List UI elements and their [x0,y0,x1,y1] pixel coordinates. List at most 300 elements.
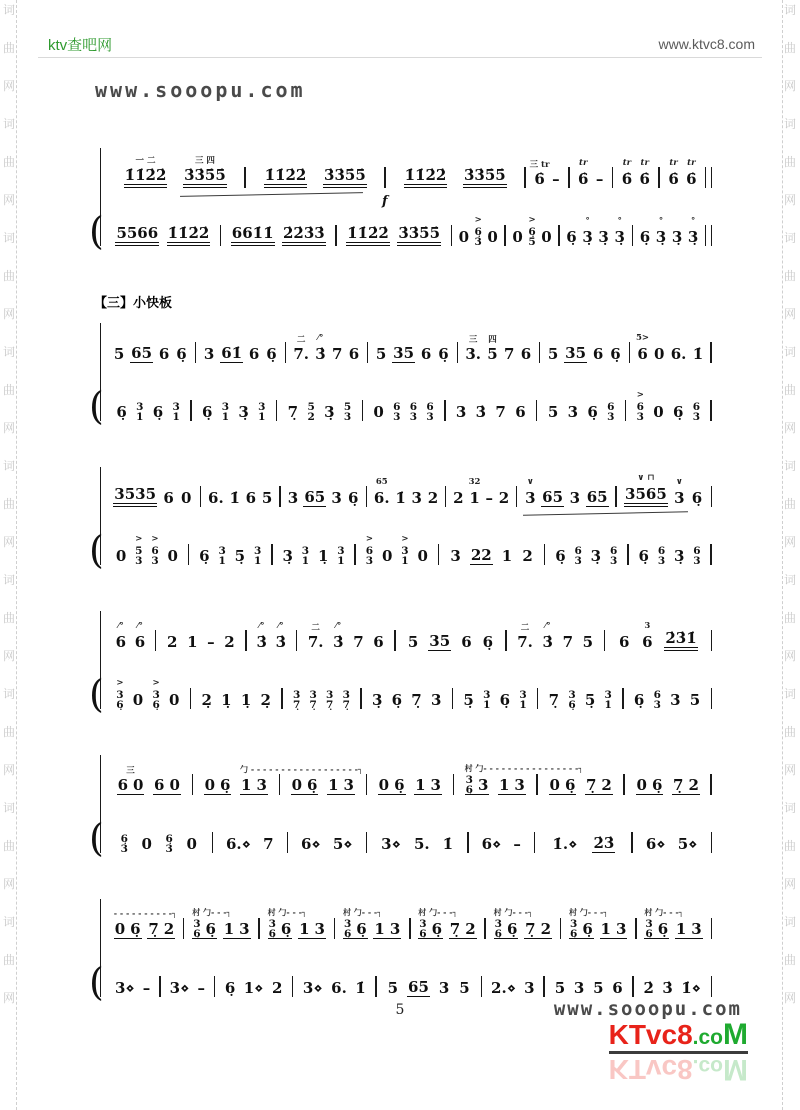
edge-char: 网 [2,307,15,321]
edge-char: 词 [783,573,796,587]
measure [605,621,710,651]
note: – [552,170,560,188]
measure [106,678,190,711]
edge-char: 曲 [783,383,796,397]
upper-stave [106,323,712,363]
ktvc8-logo[interactable] [609,1020,748,1084]
note: 22 [470,546,492,564]
measure [613,158,658,188]
note-group [267,907,307,940]
chord-stack: 3 1 [604,689,612,711]
note-group [449,920,477,939]
measure [458,335,538,363]
edge-char: 网 [783,649,796,663]
note: 7̣ [148,920,159,938]
note: 3̣ [282,547,293,565]
measure [363,402,444,421]
barline [705,167,712,188]
measure [630,333,710,363]
note: 1̇1̇2̇2̇ [167,224,210,242]
measure [633,216,705,246]
measure [535,834,631,853]
edge-char: 词 [783,3,796,17]
edge-char: 词 [2,801,15,815]
edge-char: 词 [2,687,15,701]
measure [283,690,360,709]
lower-stave [89,381,712,428]
note-group [332,621,344,651]
note: 1̇ [395,489,406,507]
chord-stack: 5 3 [135,545,143,567]
note-group [330,489,342,507]
chord-stack: 3 6̣ [465,774,473,796]
note: 0 [133,776,144,794]
note: 6̣ [657,920,669,938]
note-group [462,691,474,709]
edge-char: 曲 [783,269,796,283]
note-group [167,547,179,565]
note: 0 [549,776,560,794]
edge-char: 词 [2,459,15,473]
chord-stack: 3 1 [253,545,262,567]
measure [156,633,245,651]
note-group [586,403,598,421]
note: 5566 [116,224,159,242]
measure [106,908,183,939]
note: 1̇1̇2̇2̇ [124,166,167,184]
note-group [670,345,688,363]
note-group [430,691,442,709]
measure [625,776,711,795]
edge-char: 曲 [783,725,796,739]
music-system-4 [89,611,712,716]
note: 65 [586,488,608,506]
note: 6̇ [621,170,633,188]
note: 6 [642,633,653,651]
note: 35 [393,344,415,362]
note: 6̣ [224,979,236,997]
ornament-mark: 二 [311,623,320,633]
edge-char: 曲 [783,155,796,169]
note-group [248,345,260,363]
note-group [498,776,526,795]
note: 7. [517,633,533,651]
note-group [115,403,127,421]
stave-brace: ( [89,816,104,860]
barline [710,774,712,795]
note-group [564,344,587,363]
note: 3̣ [614,228,625,246]
upper-stave [106,755,712,795]
measure [106,621,155,651]
note: 7 [263,835,274,853]
note-group [475,403,487,421]
barline [711,976,713,997]
note: 6̣ [566,228,577,246]
note: 1 [675,920,687,938]
note-group [685,158,697,188]
note-group [642,979,654,997]
note: 6⋄ [645,835,666,853]
note: – [485,489,494,507]
note-group [565,228,577,246]
note: 7 [332,345,343,363]
note-group [460,633,472,651]
edge-char: 网 [2,421,15,435]
dynamic-mark: f [382,194,388,209]
note-group [152,403,164,421]
note-group [169,979,191,997]
measure [540,344,629,363]
note-group [569,907,609,940]
note: 3̇3̇5̇5̇ [324,166,366,184]
page-number: 5 [395,1002,405,1018]
watermark-top: www.sooopu.com [95,78,306,102]
note: 3 [615,920,627,938]
measure [624,690,711,709]
note-group [574,546,583,565]
edge-char: 网 [783,193,796,207]
note-group [493,907,533,940]
phrase-bracket: 村 勹- - -┐ [418,907,458,917]
note: 5̣ [234,547,246,565]
note-group [636,390,645,423]
chord-stack: 6 3 [365,545,374,567]
note-group [253,546,262,565]
note: 3̣ [582,228,593,246]
note-group [639,158,651,188]
note: 1⋄ [243,979,264,997]
edge-char: 曲 [2,839,15,853]
lower-stave [89,525,712,572]
note: 6 [115,633,127,651]
note-group [548,691,560,709]
note-group [613,216,625,246]
barline [711,688,713,709]
note-group [664,629,697,651]
measure [367,776,453,795]
note-group [167,224,211,246]
edge-char: 曲 [2,269,15,283]
note-group [584,691,596,709]
note: 7 [353,633,364,651]
note-group [298,920,326,939]
chord-stack: 3 7̣ [326,689,334,711]
note-group [342,907,383,940]
note: 0 [417,547,428,565]
note-group [309,690,318,709]
note-group [653,345,665,363]
note: 6 [245,489,257,507]
edge-char: 词 [2,573,15,587]
note: 65 [131,344,153,362]
lower-stave [89,206,712,253]
note-group [512,835,522,853]
note: 3 [256,776,267,794]
note-group [281,547,293,565]
stave-brace: ( [89,672,104,716]
note-group [124,156,168,188]
site-name-link[interactable]: ktv查吧网 [48,37,113,54]
note-group [373,477,391,507]
measure [297,621,394,651]
note-group [547,345,559,363]
note: 1̇ [229,489,240,507]
music-system-2 [89,323,712,428]
note-group [400,534,409,567]
note: 6 [158,345,170,363]
measure [189,546,271,565]
note-group [165,834,174,853]
note-group [671,228,683,246]
measure [626,390,710,423]
note: 5⋄ [332,835,353,853]
ornament-mark: > [401,534,409,544]
barline [711,630,713,651]
note: 1 [600,920,611,938]
note-group [392,344,415,363]
chord-stack: 3 6̣ [152,689,160,711]
note: 7 [495,403,506,421]
note: 6̣ [673,403,684,421]
note: 3 [691,920,702,938]
edge-char: 曲 [783,839,796,853]
edge-char: 词 [783,687,796,701]
measure [221,224,335,246]
upper-stave [106,467,712,507]
edge-char: 曲 [2,953,15,967]
ktvc8-logo-text: KTvc8.coM [608,1018,748,1051]
note-group [586,488,609,507]
edge-char: 网 [783,535,796,549]
ornament-mark: 65 [375,477,388,487]
note-group [175,345,187,363]
note-group [672,776,700,795]
note-group [592,345,604,363]
note-group [404,166,448,188]
note-group [134,621,146,651]
note-group [234,547,246,565]
note-group [411,489,423,507]
note: 3 [477,776,489,794]
note-group [652,403,664,421]
note: 1̇ [442,835,454,853]
note-group [201,403,213,421]
note: 6 [348,345,360,363]
ornament-mark: ° [658,216,664,226]
note: 6̇ [534,170,545,188]
edge-char: 网 [783,307,796,321]
note-group [336,546,345,565]
measure [526,160,568,188]
note-group [529,160,550,188]
note-group [183,156,227,188]
measure [377,978,481,997]
chord-stack: 3 6̣ [343,918,352,940]
note-group [554,547,566,565]
note: 1̇.⋄ [552,835,578,853]
note: 5 [593,979,604,997]
note-group [115,621,127,651]
note: 5 [407,633,419,651]
note-group [551,835,578,853]
ornament-mark: ⁄° [277,621,284,631]
edge-char: 词 [2,915,15,929]
note-group [687,216,699,246]
note-group [301,546,310,565]
measure [660,158,705,188]
edge-char: 曲 [2,497,15,511]
note: 2 [540,920,552,938]
edge-char: 词 [2,3,15,17]
measure [273,546,355,565]
note-group [113,485,157,507]
note-group [490,979,517,997]
note-group [207,489,225,507]
note: 5 [582,633,594,651]
left-edge-dashed-line [16,0,17,1110]
note-group [585,776,613,795]
note-group [381,547,393,565]
note: 2 [427,489,439,507]
ornament-mark: 3 [644,621,651,631]
note-group [621,158,633,188]
chord-stack: 6 3 [151,545,159,567]
measure [629,546,711,565]
note-group [410,691,422,709]
note: 6̣ [582,920,593,938]
note-group [192,907,232,940]
note-group [661,979,673,997]
note-group [554,979,566,997]
chord-stack: 6 3 [636,401,644,423]
note-group [470,546,493,565]
note-group [346,224,390,246]
note-group [271,979,283,997]
note: 6̣ [482,633,494,651]
note: 6̣ [633,691,645,709]
note-group [372,633,384,651]
note: 1̇1̇2̇2̇ [347,224,389,242]
chord-stack: 3 6̣ [268,918,276,940]
ornament-mark: 5> [636,333,650,343]
ornament-mark: 四 [488,335,497,345]
barline [711,486,713,507]
note: 6 [520,345,532,363]
note: 1̣ [240,691,252,709]
note-group [224,979,236,997]
ornament-mark: > [116,678,124,688]
note: 2 [453,489,464,507]
measure [337,224,451,246]
measure [634,979,711,997]
site-url-link[interactable]: www.ktvc8.com [658,36,755,52]
note-group [503,345,515,363]
chord-stack: 3 1 [218,545,226,567]
chord-stack: 6̣ 3 [165,833,173,855]
ornament-mark: 二 [520,623,530,633]
edge-char: 词 [783,459,796,473]
phrase-bracket: 村 勹- - -┐ [267,907,307,917]
note-group [645,835,667,853]
note-group [692,546,701,565]
note: 65 [542,488,564,506]
note-group [391,691,403,709]
edge-char: 词 [783,801,796,815]
note-group [547,403,559,421]
ornament-mark: > [152,678,160,688]
upper-stave [106,611,712,651]
note: 65 [408,978,429,996]
measure [454,763,584,796]
note: 0 [291,776,303,794]
ornament-mark: > [636,390,644,400]
note-group [672,403,684,421]
note-group [416,547,428,565]
note: 6̇ [578,170,589,188]
measure [191,691,281,709]
chord-stack: 3 7̣ [309,689,317,711]
note-group [673,477,685,507]
phrase-bracket: 村 勹- - - - - - - - - - - - - - - -┐ [464,763,584,773]
note: 1̣ [221,691,232,709]
note-group [458,228,470,246]
note: 35 [429,632,451,650]
edge-char: 网 [783,991,796,1005]
measure [396,632,505,651]
ornament-mark: ∨ [675,477,683,487]
note: 3 [314,920,325,938]
ornament-mark: ⁄° [544,621,551,631]
ornament-mark: ° [585,216,590,226]
note: 2 [224,633,235,651]
note: 2 [498,489,510,507]
note: 6̣ [638,547,649,565]
chord-stack: 3 7̣ [292,689,301,711]
ornament-mark: ° [690,216,696,226]
note-group [618,633,630,651]
note: 0 [487,228,498,246]
note-group [494,403,506,421]
chord-stack: 6̣ 3 [474,226,482,248]
note: 0 [512,228,523,246]
note-group [638,547,650,565]
note: 6̇ [668,170,679,188]
note: 35 [565,344,587,362]
edge-char: 曲 [2,155,15,169]
note-group [567,403,579,421]
note: 6 [154,776,165,794]
note-group [442,835,454,853]
chord-stack: 3 6̣ [570,918,578,940]
note: 2̣ [201,691,212,709]
note-group [464,335,482,363]
note: 6̇ [639,170,650,188]
note-group [567,690,576,709]
note: 0 [458,228,469,246]
note-group [261,489,273,507]
chord-stack: 6 3 [657,545,666,567]
note: 3 [430,691,442,709]
note-group [354,979,366,997]
chord-stack: 6 3 [426,401,434,423]
note-group [217,546,226,565]
measure [446,403,536,421]
note-group [414,776,442,795]
note: 6̣ [356,920,367,938]
note: 6 [618,633,630,651]
note: 0 [204,776,216,794]
